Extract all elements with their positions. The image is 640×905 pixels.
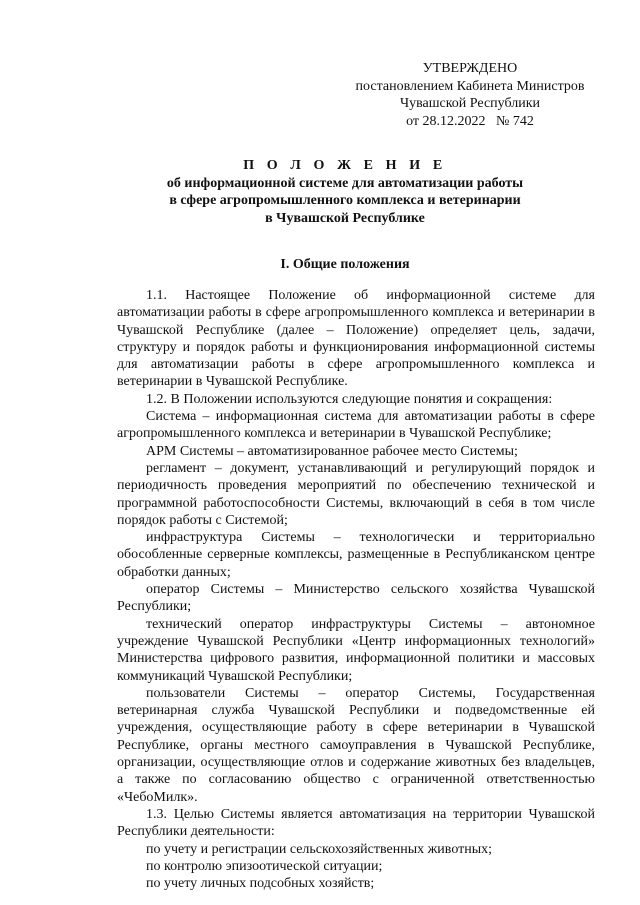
paragraph: оператор Системы – Министерство сельского хозяйства Чувашской Республики; xyxy=(117,582,595,615)
paragraph: 1.3. Целью Системы является автоматизация на территории Чувашской Республики деятельности: xyxy=(117,806,595,840)
paragraph: АРМ Системы – автоматизированное рабочее место Системы; xyxy=(146,443,518,459)
approval-line-3: от 28.12.2022 № 742 xyxy=(406,113,534,129)
paragraph: пользователи Системы – оператор Системы, Государственная ветеринарная служба Чувашской Республики и подведомственные ей учреждения, осуществляющие работу в сфере ветеринарии в Чувашской Республике, органы местного самоуправления в Чувашской Республике, организации, осуществляющие отлов и содержание животных без владельцев, а также по согласованию общество с ограниченной ответственностью «ЧебоМилк». xyxy=(117,685,595,805)
paragraph: регламент – документ, устанавливающий и регулирующий порядок и периодичность проведения мероприятий по обеспечению технической и программной работоспособности Системы, включающий в себя в том числе порядок работы с Системой; xyxy=(117,460,595,528)
paragraph: 1.2. В Положении используются следующие понятия и сокращения: xyxy=(146,391,553,407)
approval-stamp xyxy=(340,60,600,130)
document-subtitle-line-1: об информационной системе для автоматизации работы xyxy=(166,175,524,191)
document-title: П О Л О Ж Е Н И Е xyxy=(243,158,447,173)
document-subtitle-line-3: в Чувашской Республике xyxy=(265,210,425,226)
paragraph: по учету и регистрации сельскохозяйственных животных; xyxy=(146,841,493,857)
paragraph: 1.1. Настоящее Положение об информационной системе для автоматизации работы в сфере агропромышленного комплекса и ветеринарии в Чувашской Республике (далее – Положение) определяет цель, задачи, структуру и порядок работы и функционирования информационной системы для автоматизации работы в сфере агропромышленного комплекса и ветеринарии в Чувашской Республике. xyxy=(117,288,595,390)
paragraph: технический оператор инфраструктуры Системы – автономное учреждение Чувашской Республики «Центр информационных технологий» Министерства цифрового развития, информационной политики и массовых коммуникаций Чувашской Республики; xyxy=(117,616,595,684)
document-subtitle-line-2: в сфере агропромышленного комплекса и ветеринарии xyxy=(169,193,521,208)
approval-title: УТВЕРЖДЕНО xyxy=(422,61,518,76)
section-heading: I. Общие положения xyxy=(280,257,410,272)
paragraph: инфраструктура Системы – технологически и территориально обособленные серверные комплексы, размещенные в Республиканском центре обработки данных; xyxy=(117,530,595,580)
paragraph: Система – информационная система для автоматизации работы в сфере агропромышленного комплекса и ветеринарии в Чувашской Республике; xyxy=(117,409,595,442)
approval-line-2: Чувашской Республики xyxy=(399,96,541,111)
approval-line-1: постановлением Кабинета Министров xyxy=(355,78,585,94)
paragraph: по контролю эпизоотической ситуации; xyxy=(146,858,383,874)
paragraph: по учету личных подсобных хозяйств; xyxy=(146,876,375,892)
body-text xyxy=(117,287,595,892)
document-title-block xyxy=(100,157,590,227)
